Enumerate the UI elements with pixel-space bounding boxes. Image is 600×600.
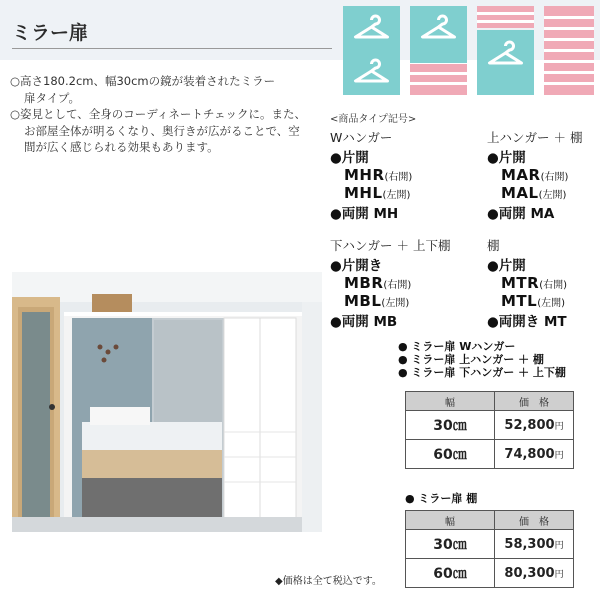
shelf-icon [410, 64, 467, 95]
price-cell [495, 530, 574, 559]
price-unit: 円 [554, 421, 564, 432]
description-line: お部屋全体が明るくなり、奥行きが広がることで、空 [24, 123, 300, 138]
price-value: 52,800 [504, 417, 555, 433]
shelf-icon [477, 6, 534, 28]
type-code-text: MAL [501, 184, 539, 202]
room-photo [12, 272, 322, 532]
description-line: ○高さ180.2cm、幅30cmの鏡が装着されたミラー [10, 74, 276, 88]
width-cell: 60㎝ [406, 440, 495, 469]
type-double: ●両開 MB [330, 314, 398, 330]
type-group-upper-hanger-shelf [487, 128, 597, 222]
table-row [406, 411, 574, 440]
type-code-side: (左開) [382, 190, 411, 201]
price-title-1 [398, 340, 566, 379]
col-price-header: 価 格 [495, 392, 574, 411]
price-product-line: ● ミラー扉 下ハンガー ＋ 上下棚 [398, 366, 566, 379]
description-line: 扉タイプ。 [24, 90, 81, 105]
price-value: 80,300 [504, 565, 555, 581]
price-product-line: ● ミラー扉 上ハンガー ＋ 棚 [398, 353, 544, 366]
type-heading: Wハンガー [330, 130, 393, 145]
type-double: ●両開き MT [487, 314, 567, 330]
type-code [330, 274, 480, 292]
col-width-header: 幅 [406, 511, 495, 530]
type-single: ●片開 [487, 258, 526, 274]
price-cell [495, 411, 574, 440]
description-line: ○姿見として、全身のコーディネートチェックに。また、 [10, 107, 307, 121]
description [10, 73, 330, 156]
type-code [487, 184, 597, 202]
type-single: ●片開 [487, 150, 526, 166]
type-group-w-hanger [330, 128, 480, 222]
type-code-text: MAR [501, 166, 541, 184]
type-double: ●両開 MH [330, 206, 399, 222]
type-code-side: (右開) [383, 280, 412, 291]
hanger-icon [410, 6, 467, 63]
type-double: ●両開 MA [487, 206, 555, 222]
type-heading: 棚 [487, 238, 500, 253]
price-table-1 [405, 391, 574, 469]
table-row [406, 559, 574, 588]
price-unit: 円 [554, 450, 564, 461]
type-group-lower-hanger-shelves [330, 236, 480, 330]
type-code [330, 292, 480, 310]
price-cell [495, 559, 574, 588]
type-heading: 下ハンガー ＋ 上下棚 [330, 238, 451, 253]
type-code-text: MHR [344, 166, 385, 184]
type-code-text: MBL [344, 292, 382, 310]
price-cell [495, 440, 574, 469]
description-line: 間が広く感じられる効果もあります。 [24, 140, 219, 154]
type-single: ●片開き [330, 258, 383, 274]
type-list-label: <商品タイプ記号> [330, 114, 417, 125]
table-row [406, 440, 574, 469]
width-cell: 30㎝ [406, 530, 495, 559]
width-cell: 30㎝ [406, 411, 495, 440]
hanger-icon [343, 6, 400, 63]
hanger-icon [477, 30, 534, 95]
price-table-2 [405, 510, 574, 588]
table-row [406, 530, 574, 559]
tax-note: ◆価格は全て税込です。 [275, 576, 382, 587]
type-code [487, 292, 597, 310]
price-value: 58,300 [504, 536, 555, 552]
type-code-text: MBR [344, 274, 384, 292]
hanger-icon [343, 58, 400, 115]
type-code-side: (右開) [384, 172, 413, 183]
type-heading: 上ハンガー ＋ 棚 [487, 130, 583, 145]
type-code-side: (右開) [539, 280, 568, 291]
price-unit: 円 [554, 540, 564, 551]
type-code [330, 166, 480, 184]
type-code-text: MHL [344, 184, 383, 202]
col-width-header: 幅 [406, 392, 495, 411]
type-code [330, 184, 480, 202]
type-code-side: (左開) [537, 298, 566, 309]
shelf-icon [544, 6, 594, 95]
page-title: ミラー扉 [12, 22, 89, 44]
price-product-line: ● ミラー扉 Wハンガー [398, 340, 516, 353]
type-code-text: MTR [501, 274, 540, 292]
price-title-2: ● ミラー扉 棚 [405, 492, 478, 505]
type-code-side: (右開) [540, 172, 569, 183]
type-code-side: (左開) [538, 190, 567, 201]
type-code [487, 274, 597, 292]
type-code [487, 166, 597, 184]
type-group-shelf [487, 236, 597, 330]
price-value: 74,800 [504, 446, 555, 462]
type-single: ●片開 [330, 150, 369, 166]
type-code-text: MTL [501, 292, 538, 310]
type-code-side: (左開) [381, 298, 410, 309]
width-cell: 60㎝ [406, 559, 495, 588]
price-unit: 円 [554, 569, 564, 580]
col-price-header: 価 格 [495, 511, 574, 530]
title-underline [12, 48, 332, 49]
